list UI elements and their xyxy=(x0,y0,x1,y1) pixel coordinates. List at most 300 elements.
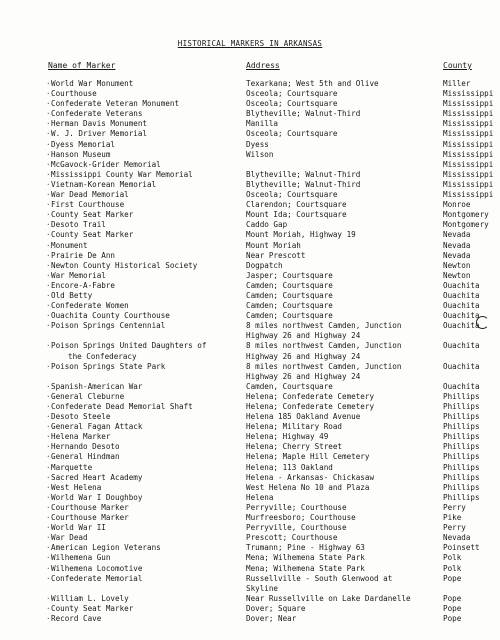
marker-county-line: Polk xyxy=(443,563,462,573)
marker-name xyxy=(46,503,242,513)
marker-name xyxy=(46,79,242,89)
marker-name-line: ·McGavock-Grider Memorial xyxy=(46,159,161,169)
table-row xyxy=(0,553,500,563)
marker-address-line: Near Russellville on Lake Dardanelle xyxy=(246,593,411,603)
marker-address xyxy=(246,604,442,614)
marker-name xyxy=(46,210,242,220)
marker-name xyxy=(46,513,242,523)
marker-address-line: Dogpatch xyxy=(246,260,283,270)
marker-address xyxy=(246,412,442,422)
marker-address-line: Osceola; Courtsquare xyxy=(246,129,338,139)
marker-name xyxy=(46,442,242,452)
marker-address-line: 8 miles northwest Camden, Junction xyxy=(246,341,402,351)
marker-address-line: Dover; Near xyxy=(246,613,297,623)
marker-name-line: ·Desoto Steele xyxy=(46,412,111,422)
marker-name xyxy=(46,473,242,483)
marker-address xyxy=(246,432,442,442)
column-header-address: Address xyxy=(246,61,280,70)
marker-county-line: Nevada xyxy=(443,230,471,240)
marker-address-line: Murfreesboro; Courthouse xyxy=(246,513,356,523)
marker-name-line: ·World War II xyxy=(46,523,106,533)
marker-name xyxy=(46,241,242,251)
marker-county-line: Mississippi xyxy=(443,169,494,179)
marker-county-line: Ouachita xyxy=(443,301,480,311)
marker-county-line: Phillips xyxy=(443,432,480,442)
marker-county-line: Phillips xyxy=(443,422,480,432)
marker-name-line: ·Hanson Museum xyxy=(46,149,111,159)
marker-address-line: Helena; Maple Hill Cemetery xyxy=(246,452,370,462)
marker-name xyxy=(46,574,242,584)
marker-address-line: Highway 26 and Highway 24 xyxy=(246,331,361,341)
marker-address-line: Highway 26 and Highway 24 xyxy=(246,351,361,361)
marker-county-line: Nevada xyxy=(443,240,471,250)
marker-county-line: Mississippi xyxy=(443,129,494,139)
marker-county xyxy=(443,321,500,331)
marker-address xyxy=(246,463,442,473)
marker-address-line: Near Prescott xyxy=(246,250,306,260)
marker-name-line: ·Poison Springs Centennial xyxy=(46,321,166,331)
marker-name-line: ·Encore-A-Fabre xyxy=(46,280,116,290)
marker-address-line: Texarkana; West 5th and Olive xyxy=(246,79,379,88)
marker-county-line: Perry xyxy=(443,502,466,512)
table-row xyxy=(0,241,500,251)
table-row xyxy=(0,574,500,594)
marker-county-line: Pope xyxy=(443,613,462,623)
marker-name xyxy=(46,594,242,604)
table-row xyxy=(0,109,500,119)
marker-county-line: Mississippi xyxy=(443,99,494,109)
marker-county-line: Polk xyxy=(443,553,462,563)
table-row xyxy=(0,543,500,553)
marker-address xyxy=(246,109,442,119)
marker-name xyxy=(46,180,242,190)
marker-county-line: Nevada xyxy=(443,250,471,260)
marker-address-line: Camden, Courtsquare xyxy=(246,381,333,391)
marker-name-line: ·Old Betty xyxy=(46,290,93,300)
table-row xyxy=(0,281,500,291)
marker-address xyxy=(246,523,442,533)
marker-county xyxy=(443,251,500,261)
marker-address xyxy=(246,79,442,89)
table-row xyxy=(0,251,500,261)
marker-address-line: Helena; Highway 49 xyxy=(246,432,329,442)
marker-county-line: Montgomery xyxy=(443,220,489,230)
marker-name xyxy=(46,362,242,372)
marker-address-line: Mount Ida; Courtsquare xyxy=(246,210,347,220)
marker-name-line: ·Poison Springs United Daughters of xyxy=(46,341,207,351)
marker-county xyxy=(443,281,500,291)
marker-county xyxy=(443,533,500,543)
marker-county xyxy=(443,180,500,190)
marker-county-line: Newton xyxy=(443,270,471,280)
marker-address xyxy=(246,321,442,341)
marker-name xyxy=(46,271,242,281)
table-row xyxy=(0,99,500,109)
marker-address-line: Camden; Courtsquare xyxy=(246,301,333,311)
marker-county-line: Perry xyxy=(443,523,466,533)
marker-county-line: Ouachita xyxy=(443,311,480,321)
marker-county-line: Phillips xyxy=(443,492,480,502)
table-row xyxy=(0,261,500,271)
marker-address xyxy=(246,140,442,150)
marker-address-line: Helena xyxy=(246,492,274,502)
table-row xyxy=(0,594,500,604)
marker-address-line: Helena; Confederate Cemetery xyxy=(246,402,375,411)
marker-name-line: ·General Fagan Attack xyxy=(46,422,143,432)
marker-name xyxy=(46,251,242,261)
marker-name-line: ·War Memorial xyxy=(46,270,106,280)
marker-address-line: Helena; Military Road xyxy=(246,422,343,432)
marker-address xyxy=(246,220,442,230)
marker-address-line: Osceola; Courtsquare xyxy=(246,89,338,99)
marker-name-line: ·Marquette xyxy=(46,462,93,472)
marker-county-line: Phillips xyxy=(443,482,480,492)
marker-address xyxy=(246,150,442,160)
marker-address xyxy=(246,614,442,624)
marker-name xyxy=(46,200,242,210)
marker-address xyxy=(246,594,442,604)
marker-name-line: ·Courthouse xyxy=(46,89,97,99)
marker-name-line: ·General Hindman xyxy=(46,452,120,462)
marker-name xyxy=(46,382,242,392)
table-row xyxy=(0,493,500,503)
marker-county xyxy=(443,402,500,412)
marker-address xyxy=(246,129,442,139)
marker-address-line: Wilson xyxy=(246,149,274,159)
marker-name-line: ·Poison Springs State Park xyxy=(46,361,166,371)
marker-county xyxy=(443,604,500,614)
marker-address xyxy=(246,452,442,462)
table-row xyxy=(0,533,500,543)
marker-name xyxy=(46,463,242,473)
marker-county-line: Phillips xyxy=(443,391,480,401)
table-row xyxy=(0,432,500,442)
table-row xyxy=(0,140,500,150)
marker-name xyxy=(46,452,242,462)
marker-address xyxy=(246,392,442,402)
marker-county xyxy=(443,432,500,442)
marker-county xyxy=(443,412,500,422)
marker-name-line: ·General Cleburne xyxy=(46,391,125,401)
marker-address-line: Camden; Courtsquare xyxy=(246,290,333,300)
marker-name-line: ·War Dead Memorial xyxy=(46,190,129,200)
marker-address-line: 8 miles northwest Camden, Junction xyxy=(246,321,402,331)
marker-county xyxy=(443,614,500,624)
marker-address-line: Skyline xyxy=(246,583,279,593)
table-row xyxy=(0,483,500,493)
marker-name xyxy=(46,129,242,139)
marker-name-line: ·Mississippi County War Memorial xyxy=(46,169,193,179)
marker-name-line: ·Hernando Desoto xyxy=(46,442,120,452)
table-row xyxy=(0,119,500,129)
marker-county-line: Pope xyxy=(443,603,462,613)
marker-name-line: ·Prairie De Ann xyxy=(46,250,116,260)
marker-name-line: ·Ouachita County Courthouse xyxy=(46,311,170,321)
marker-county xyxy=(443,311,500,321)
marker-county xyxy=(443,523,500,533)
marker-county-line: Poinsett xyxy=(443,543,480,553)
marker-name xyxy=(46,402,242,412)
marker-name-line: ·Monument xyxy=(46,240,88,250)
document-title: HISTORICAL MARKERS IN ARKANSAS xyxy=(177,39,323,48)
marker-address-line: Perryville, Courthouse xyxy=(246,523,347,533)
table-row xyxy=(0,150,500,160)
marker-address xyxy=(246,271,442,281)
table-row xyxy=(0,523,500,533)
marker-name-line: ·World War Monument xyxy=(46,79,134,88)
marker-county-line: Mississippi xyxy=(443,179,494,189)
marker-county xyxy=(443,241,500,251)
marker-county xyxy=(443,564,500,574)
marker-name-line: ·Wilhemena Gun xyxy=(46,553,111,563)
marker-name-line: ·County Seat Marker xyxy=(46,210,134,220)
marker-county-line: Ouachita xyxy=(443,361,480,371)
marker-county xyxy=(443,452,500,462)
marker-county-line: Nevada xyxy=(443,533,471,543)
marker-name-line: ·Courthouse Marker xyxy=(46,502,129,512)
marker-county xyxy=(443,119,500,129)
marker-address-line: Blytheville; Walnut-Third xyxy=(246,169,361,179)
marker-name xyxy=(46,533,242,543)
table-row xyxy=(0,473,500,483)
marker-county xyxy=(443,382,500,392)
marker-address xyxy=(246,341,442,361)
marker-address-line: Trumann; Pine - Highway 63 xyxy=(246,543,365,553)
marker-name xyxy=(46,140,242,150)
marker-address-line: Manilla xyxy=(246,119,279,129)
marker-county xyxy=(443,392,500,402)
marker-address xyxy=(246,473,442,483)
marker-address xyxy=(246,483,442,493)
marker-county xyxy=(443,503,500,513)
marker-county-line: Ouachita xyxy=(443,381,480,391)
marker-address-line: Dyess xyxy=(246,139,269,149)
marker-address xyxy=(246,553,442,563)
table-row xyxy=(0,341,500,361)
marker-name-line: ·County Seat Marker xyxy=(46,603,134,613)
table-row xyxy=(0,382,500,392)
marker-name xyxy=(46,301,242,311)
marker-county xyxy=(443,190,500,200)
margin-ink-mark xyxy=(476,316,489,329)
marker-county-line: Phillips xyxy=(443,452,480,462)
marker-address xyxy=(246,281,442,291)
marker-county xyxy=(443,160,500,170)
marker-county xyxy=(443,291,500,301)
table-row xyxy=(0,321,500,341)
marker-name-line: ·World War I Doughboy xyxy=(46,492,143,502)
marker-name-line: ·Record Cave xyxy=(46,613,102,623)
marker-name-line: ·Helena Marker xyxy=(46,432,111,442)
marker-county xyxy=(443,200,500,210)
marker-name xyxy=(46,321,242,331)
marker-address xyxy=(246,493,442,503)
table-row xyxy=(0,402,500,412)
table-row xyxy=(0,513,500,523)
marker-name-line: ·War Dead xyxy=(46,533,88,543)
marker-county-line: Monroe xyxy=(443,200,471,210)
marker-address-line: Blytheville; Walnut-Third xyxy=(246,179,361,189)
table-row xyxy=(0,89,500,99)
marker-name xyxy=(46,230,242,240)
marker-county-line: Mississippi xyxy=(443,149,494,159)
marker-county xyxy=(443,301,500,311)
marker-name-line: ·County Seat Marker xyxy=(46,230,134,240)
marker-address xyxy=(246,402,442,412)
table-row xyxy=(0,503,500,513)
marker-county xyxy=(443,341,500,351)
marker-name-line: ·First Courthouse xyxy=(46,200,125,210)
marker-address xyxy=(246,311,442,321)
marker-name-line: ·American Legion Veterans xyxy=(46,543,161,553)
marker-address xyxy=(246,190,442,200)
marker-address-line: Clarendon; Courtsquare xyxy=(246,200,347,210)
marker-name-line: ·Wilhemena Locomotive xyxy=(46,563,143,573)
marker-name xyxy=(46,392,242,402)
marker-name-line: ·Vietnam-Korean Memorial xyxy=(46,179,157,189)
marker-address-line: Prescott; Courthouse xyxy=(246,533,338,543)
marker-address xyxy=(246,301,442,311)
marker-name xyxy=(46,432,242,442)
marker-address xyxy=(246,382,442,392)
marker-name xyxy=(46,150,242,160)
marker-address xyxy=(246,119,442,129)
marker-address-line: Helena - Arkansas- Chickasaw xyxy=(246,472,375,482)
marker-list xyxy=(0,79,500,624)
table-row xyxy=(0,463,500,473)
marker-name-line: the Confederacy xyxy=(68,351,137,361)
table-row xyxy=(0,422,500,432)
marker-county xyxy=(443,473,500,483)
marker-address-line: Camden; Courtsquare xyxy=(246,280,333,290)
marker-name xyxy=(46,483,242,493)
marker-address xyxy=(246,180,442,190)
marker-name xyxy=(46,291,242,301)
marker-address xyxy=(246,251,442,261)
marker-address-line: 8 miles northwest Camden, Junction xyxy=(246,361,402,371)
column-header-name: Name of Marker xyxy=(48,61,116,70)
marker-county xyxy=(443,210,500,220)
marker-name-line: ·Confederate Veteran Monument xyxy=(46,99,180,109)
marker-address-line: Dover; Square xyxy=(246,603,306,613)
marker-county xyxy=(443,574,500,584)
marker-county xyxy=(443,220,500,230)
marker-county-line: Phillips xyxy=(443,412,480,422)
marker-address xyxy=(246,99,442,109)
marker-address xyxy=(246,574,442,594)
table-row xyxy=(0,604,500,614)
marker-name xyxy=(46,119,242,129)
marker-address xyxy=(246,503,442,513)
marker-address-line: Mount Moriah, Highway 19 xyxy=(246,230,356,240)
marker-address-line: Helena 185 Oakland Avenue xyxy=(246,412,361,422)
table-row xyxy=(0,79,500,89)
marker-address xyxy=(246,210,442,220)
table-row xyxy=(0,230,500,240)
marker-county xyxy=(443,362,500,372)
marker-county-line: Mississippi xyxy=(443,159,494,169)
marker-county xyxy=(443,140,500,150)
marker-name xyxy=(46,493,242,503)
marker-name-line: ·Dyess Memorial xyxy=(46,139,116,149)
marker-name-line: ·Courthouse Marker xyxy=(46,513,129,523)
table-row xyxy=(0,129,500,139)
table-row xyxy=(0,564,500,574)
marker-address xyxy=(246,533,442,543)
marker-county-line: Mississippi xyxy=(443,139,494,149)
table-row xyxy=(0,362,500,382)
marker-name-line: ·Confederate Veterans xyxy=(46,109,143,119)
marker-name-line: ·Newton County Historical Society xyxy=(46,260,198,270)
marker-name xyxy=(46,190,242,200)
marker-name-line: ·Confederate Dead Memorial Shaft xyxy=(46,402,193,411)
marker-address xyxy=(246,362,442,382)
marker-name xyxy=(46,604,242,614)
marker-name xyxy=(46,170,242,180)
marker-county xyxy=(443,129,500,139)
marker-county-line: Ouachita xyxy=(443,321,480,331)
marker-county xyxy=(443,594,500,604)
marker-name xyxy=(46,109,242,119)
table-row xyxy=(0,160,500,170)
marker-address xyxy=(246,543,442,553)
marker-county-line: Phillips xyxy=(443,442,480,452)
marker-name xyxy=(46,564,242,574)
marker-county xyxy=(443,271,500,281)
table-row xyxy=(0,442,500,452)
marker-county-line: Ouachita xyxy=(443,290,480,300)
marker-name-line: ·Spanish-American War xyxy=(46,381,143,391)
marker-county xyxy=(443,150,500,160)
marker-address-line: Jasper; Courtsquare xyxy=(246,270,333,280)
marker-county-line: Newton xyxy=(443,260,471,270)
marker-address xyxy=(246,291,442,301)
column-header-county: County xyxy=(443,61,472,70)
table-row xyxy=(0,412,500,422)
marker-name-line: ·Desoto Trail xyxy=(46,220,106,230)
marker-county xyxy=(443,442,500,452)
marker-address xyxy=(246,241,442,251)
marker-address-line: Osceola; Courtsquare xyxy=(246,190,338,200)
marker-name xyxy=(46,281,242,291)
marker-address-line: Helena; 113 Oakland xyxy=(246,462,333,472)
marker-address-line: Mount Moriah xyxy=(246,240,301,250)
marker-county-line: Mississippi xyxy=(443,119,494,129)
marker-name xyxy=(46,412,242,422)
marker-county xyxy=(443,170,500,180)
marker-county xyxy=(443,99,500,109)
marker-address-line: Mena; Wilhemena State Park xyxy=(246,563,365,573)
marker-county-line: Mississippi xyxy=(443,109,494,119)
marker-name-line: ·Herman Davis Monument xyxy=(46,119,148,129)
marker-name xyxy=(46,553,242,563)
marker-name xyxy=(46,220,242,230)
marker-address xyxy=(246,200,442,210)
marker-address xyxy=(246,89,442,99)
marker-county-line: Phillips xyxy=(443,472,480,482)
marker-address-line: Perryville; Courthouse xyxy=(246,502,347,512)
table-row xyxy=(0,190,500,200)
marker-name-line: ·West Helena xyxy=(46,482,102,492)
marker-county-line: Pope xyxy=(443,593,462,603)
marker-county xyxy=(443,513,500,523)
marker-name xyxy=(46,89,242,99)
marker-name xyxy=(46,160,242,170)
marker-county-line: Ouachita xyxy=(443,341,480,351)
marker-county-line: Mississippi xyxy=(443,89,494,99)
marker-county xyxy=(443,553,500,563)
marker-address xyxy=(246,513,442,523)
